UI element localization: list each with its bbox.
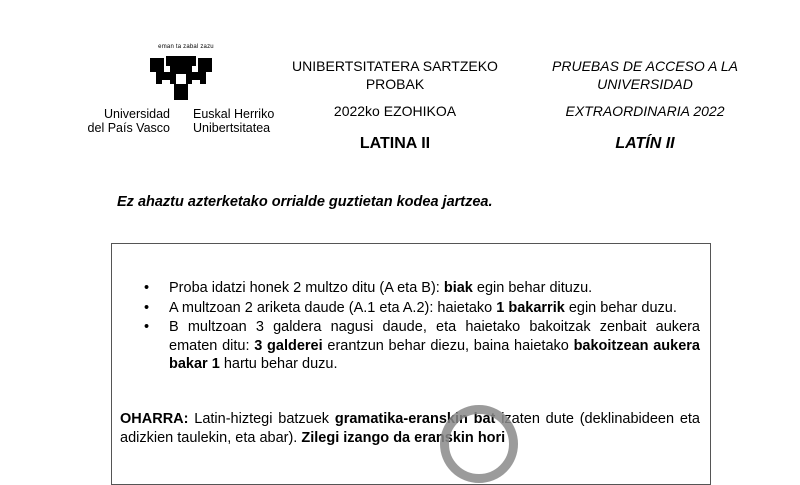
exam-title-line-1: UNIBERTSITATERA SARTZEKO — [292, 58, 498, 74]
grey-ring-mark — [440, 405, 518, 483]
university-name-es: Universidad del País Vasco — [87, 107, 170, 135]
exam-title-line-2: PROBAK — [365, 76, 425, 92]
header-basque — [290, 57, 500, 152]
upv-ehu-tree-icon — [148, 54, 214, 102]
list-item: • Proba idatzi honek 2 multzo ditu (A eta B): biak egin behar dituzu. — [144, 280, 593, 296]
exam-subject: LATINA II — [359, 135, 431, 152]
exam-session: 2022ko EZOHIKOA — [333, 103, 457, 119]
list-item: • A multzoan 2 ariketa daude (A.1 eta A.2): haietako 1 bakarrik egin behar duzu. — [144, 299, 677, 316]
bullet-icon: • — [144, 299, 150, 316]
exam-subject: LATÍN II — [615, 135, 675, 152]
bullet-icon: • — [144, 319, 150, 335]
note-paragraph: OHARRA: Latin-hiztegi batzuek gramatika-eranskin bat izaten dute (deklinabideen eta adizkien taulekin, eta abar). Zilegi izango da eranskin hori — [120, 411, 700, 446]
header-spanish — [517, 57, 773, 152]
code-instruction: Ez ahaztu azterketako orrialde guztietan kodea jartzea. — [117, 194, 493, 210]
list-item: • B multzoan 3 galdera nagusi daude, eta haietako bakoitzak zenbait aukera ematen ditu: 3 galderei erantzun behar diezu, baina haietako bakoitzean aukera bakar 1 hartu behar duzu. — [144, 319, 700, 372]
instructions-box — [111, 243, 711, 485]
exam-title-line-2: UNIVERSIDAD — [597, 76, 693, 92]
exam-title-line-1: PRUEBAS DE ACCESO A LA — [552, 58, 738, 74]
exam-session: EXTRAORDINARIA 2022 — [565, 103, 725, 119]
bullet-icon: • — [144, 280, 150, 296]
university-name-eu: Euskal Herriko Unibertsitatea — [193, 107, 275, 135]
note-label: OHARRA: — [120, 411, 189, 427]
rules-list — [144, 279, 700, 375]
university-logo — [82, 44, 282, 134]
logo-motto: eman ta zabal zazu — [158, 44, 214, 50]
